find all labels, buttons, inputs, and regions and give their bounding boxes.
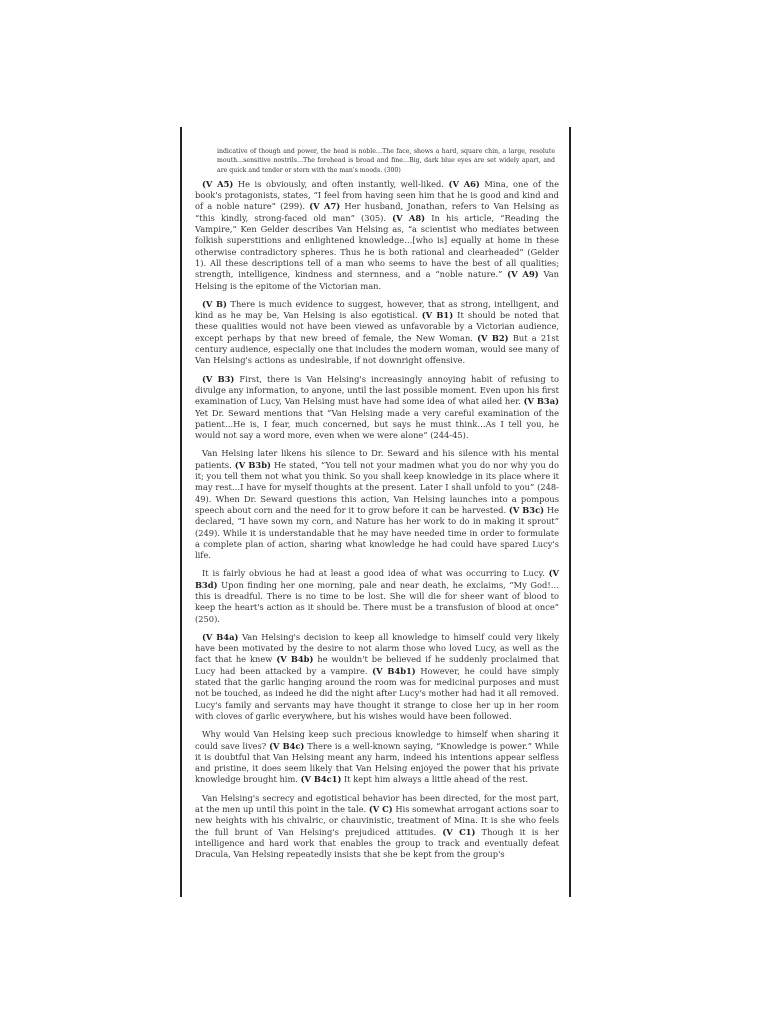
paragraph-text: His somewhat arrogant actions soar to new heights with his chivalric, or chauvinistic, treatment of Mina. It is she who feels the full brunt of Van Helsing's prejudiced attitudes. bbox=[195, 804, 560, 837]
section-marker: (V C) bbox=[368, 804, 393, 815]
paragraph-text: Van Helsing is the epitome of the Victorian man. bbox=[195, 269, 559, 291]
section-marker: (V B4c) bbox=[269, 740, 305, 751]
paragraph-text: Though it is her intelligence and hard work that enables the group to track and eventually defeat Dracula, Van Helsing repeatedly insists that she be kept from the group's bbox=[195, 826, 559, 860]
paragraph-text: Mina, one of the book's protagonists, states, “I feel from having seen him that he is good and kind and of a noble nature” (299). bbox=[195, 178, 560, 212]
paragraph-text: Van Helsing's decision to keep all knowledge to himself could very likely have been motivated by the desire to not alarm those who loved Lucy, as well as the fact that he knew bbox=[195, 631, 559, 665]
paragraph bbox=[195, 729, 559, 785]
section-marker: (V B4b) bbox=[276, 654, 314, 665]
paragraph-text: There is much evidence to suggest, however, that as strong, intelligent, and kind as he may be, Van Helsing is also egotistical. bbox=[195, 298, 559, 321]
paragraph-text: Van Helsing's secrecy and egotistical behavior has been directed, for the most part, at the men up until this point in the tale. bbox=[195, 792, 559, 815]
paragraph-text: He declared, “I have sown my corn, and Nature has her work to do in making it sprout” (249). While it is understandable that he may have needed time in order to formulate a complete plan of action, sharing what knowledge he had could have spared Lucy's life. bbox=[195, 504, 559, 561]
paragraph-text: He is obviously, and often instantly, well-liked. bbox=[233, 178, 449, 189]
paragraph bbox=[195, 374, 559, 442]
section-marker: (V B3a) bbox=[523, 396, 560, 407]
paragraph-text: First, there is Van Helsing's increasingly annoying habit of refusing to divulge any information, to anyone, until the last possible moment. Even upon his first examination of Lucy, Van Helsing must have had some idea of what ailed her. bbox=[195, 373, 559, 407]
right-margin-rule bbox=[569, 127, 571, 897]
paragraph-text: In his article, “Reading the Vampire,” Ken Gelder describes Van Helsing as, “a scientist who mediates between folkish superstitions and enlightened knowledge…[who is] equally at home in these otherwise contradictory spheres. Thus he is both rational and clearheaded” (Gelder 1). All these descriptions tell of a man who seems to have the best of all qualities; strength, intelligence, kindness and sternness, and a “noble nature.” bbox=[195, 212, 559, 280]
section-marker: (V B3d) bbox=[195, 568, 559, 590]
section-marker: (V B) bbox=[202, 298, 227, 309]
paragraph bbox=[195, 299, 559, 367]
paragraph-text: he wouldn't be believed if he suddenly proclaimed that Lucy had been attacked by a vampire. bbox=[195, 654, 559, 676]
section-marker: (V B4a) bbox=[202, 631, 239, 642]
section-marker: (V B4c1) bbox=[300, 774, 342, 785]
section-marker: (V A6) bbox=[448, 178, 480, 189]
section-marker: (V B4b1) bbox=[372, 665, 416, 676]
section-marker: (V C1) bbox=[442, 826, 476, 837]
paragraph-text: It should be noted that these qualities would not have been viewed as unfavorable by a Victorian audience, except perhaps by that new breed of female, the New Woman. bbox=[195, 310, 560, 343]
section-marker: (V A7) bbox=[309, 201, 341, 212]
paragraph-text: Van Helsing later likens his silence to Dr. Seward and his silence with his mental patients. bbox=[195, 448, 559, 470]
section-marker: (V B3c) bbox=[508, 504, 545, 515]
paragraph-text: It is fairly obvious he had at least a good idea of what was occurring to Lucy. bbox=[202, 568, 549, 579]
section-marker: (V B1) bbox=[421, 310, 454, 321]
paragraph-text: It kept him always a little ahead of the rest. bbox=[341, 774, 529, 785]
paragraph bbox=[195, 568, 559, 624]
paragraph-text: But a 21st century audience, especially one that includes the modern woman, would see many of Van Helsing's actions as undesirable, if not downright offensive. bbox=[195, 332, 559, 366]
paragraph-text: Her husband, Jonathan, refers to Van Helsing as “this kindly, strong-faced old man” (305). bbox=[195, 201, 560, 223]
block-quote: indicative of though and power, the head is noble…The face, shows a hard, square chin, a large, resolute mouth…sensitive nostrils…The forehead is broad and fine…Big, dark blue eyes are set widely apart, and are quick and tender or stern with the man's moods. (300) bbox=[217, 148, 555, 174]
section-marker: (V B2) bbox=[477, 332, 509, 343]
paragraph-text: Yet Dr. Seward mentions that “Van Helsing made a very careful examination of the patient…He is, I fear, much concerned, but says he must think…As I tell you, he would not say a word more, even when we were alone” (244-45). bbox=[195, 407, 559, 441]
section-marker: (V A9) bbox=[507, 269, 539, 280]
section-marker: (V B3b) bbox=[234, 459, 271, 470]
paragraph-text: Upon finding her one morning, pale and near death, he exclaims, “My God!…this is dreadful. There is no time to be lost. She will die for sheer want of blood to keep the heart's action as it should be. There must be a transfusion of blood at once” (250). bbox=[195, 579, 559, 624]
section-marker: (V A5) bbox=[202, 178, 234, 189]
paragraph-text: However, he could have simply stated that the garlic hanging around the room was for medicinal purposes and must not be touched, as indeed he did the night after Lucy's mother had had it all removed. Lucy's family and servants may have thought it strange to close her up in her room with cloves of garlic everywhere, but his wishes would have been followed. bbox=[195, 665, 559, 721]
document-page bbox=[195, 147, 559, 868]
section-marker: (V B3) bbox=[202, 373, 235, 384]
left-margin-rule bbox=[180, 127, 182, 897]
paragraph bbox=[195, 448, 559, 561]
paragraph-text: He stated, “You tell not your madmen what you do nor why you do it; you tell them not what you think. So you shall keep knowledge in its place where it may rest…I have for myself thoughts at the present. Later I shall unfold to you” (248-49). When Dr. Seward questions this action, Van Helsing launches into a pompous speech about corn and the need for it to grow before it can be harvested. bbox=[195, 459, 559, 515]
paragraph bbox=[195, 632, 559, 722]
paragraph-text: Why would Van Helsing keep such precious knowledge to himself when sharing it could save lives? bbox=[195, 729, 559, 751]
paragraph bbox=[195, 179, 559, 292]
paragraph bbox=[195, 793, 559, 861]
section-marker: (V A8) bbox=[392, 212, 426, 223]
body-text bbox=[195, 179, 559, 861]
paragraph-text: There is a well-known saying, “Knowledge is power.” While it is doubtful that Van Helsing meant any harm, indeed his intentions appear selfless and pristine, it does seem likely that Van Helsing enjoyed the power that his private knowledge brought him. bbox=[195, 740, 559, 785]
